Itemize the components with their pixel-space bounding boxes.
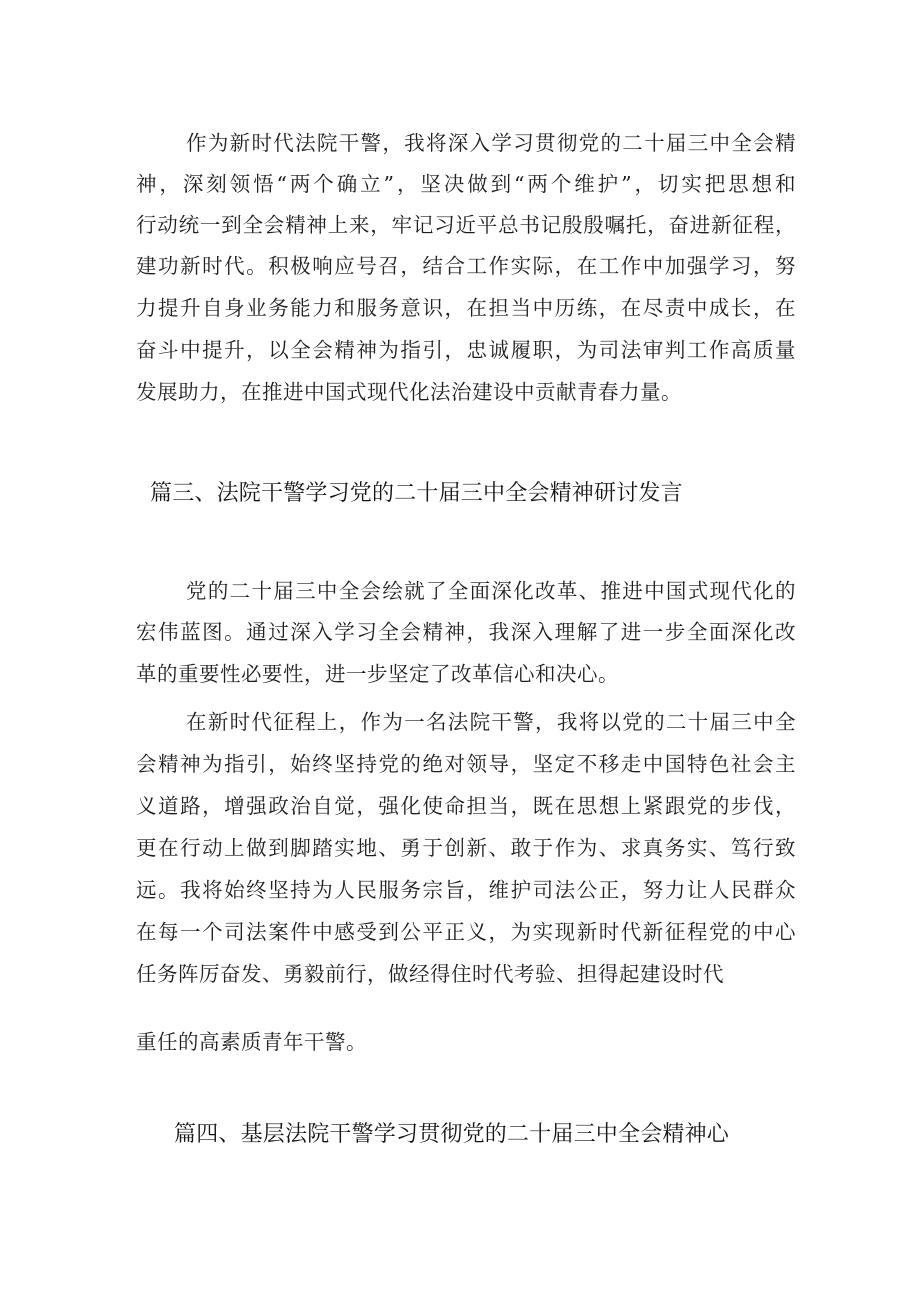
paragraph-line: 奋斗中提升，以全会精神为指引，忠诚履职，为司法审判工作高质量 [136, 338, 796, 362]
paragraph-line: 力提升自身业务能力和服务意识，在担当中历练，在尽责中成长，在 [136, 296, 796, 320]
paragraph-line: 任务阵厉奋发、勇毅前行，做经得住时代考验、担得起建设时代 [136, 962, 724, 986]
section-four-heading: 篇四、基层法院干警学习贯彻党的二十届三中全会精神心 [174, 1122, 730, 1147]
paragraph-line: 在新时代征程上，作为一名法院干警，我将以党的二十届三中全 [186, 710, 796, 734]
paragraph-line: 远。我将始终坚持为人民服务宗旨，维护司法公正，努力让人民群众 [136, 878, 796, 902]
paragraph-line: 义道路，增强政治自觉，强化使命担当，既在思想上紧跟党的步伐， [136, 794, 796, 818]
paragraph-line: 作为新时代法院干警，我将深入学习贯彻党的二十届三中全会精 [186, 131, 796, 155]
paragraph-line: 会精神为指引，始终坚持党的绝对领导，坚定不移走中国特色社会主 [136, 752, 796, 776]
paragraph-line: 更在行动上做到脚踏实地、勇于创新、敢于作为、求真务实、笃行致 [136, 836, 796, 860]
paragraph-line: 行动统一到全会精神上来，牢记习近平总书记殷殷嘱托，奋进新征程， [136, 213, 796, 237]
paragraph-line: 在每一个司法案件中感受到公平正义，为实现新时代新征程党的中心 [136, 920, 796, 944]
paragraph-line: 重任的高素质青年干警。 [136, 1030, 367, 1054]
paragraph-line: 革的重要性必要性，进一步坚定了改革信心和决心。 [136, 662, 619, 686]
paragraph-line: 党的二十届三中全会绘就了全面深化改革、推进中国式现代化的 [186, 579, 796, 603]
paragraph-line: 宏伟蓝图。通过深入学习全会精神，我深入理解了进一步全面深化改 [136, 620, 796, 644]
paragraph-line: 发展助力，在推进中国式现代化法治建设中贡献青春力量。 [136, 380, 682, 404]
paragraph-line: 神，深刻领悟“两个确立”，坚决做到“两个维护”，切实把思想和 [136, 172, 796, 196]
paragraph-line: 建功新时代。积极响应号召，结合工作实际，在工作中加强学习，努 [136, 254, 796, 278]
section-three-heading: 篇三、法院干警学习党的二十届三中全会精神研讨发言 [150, 481, 683, 506]
